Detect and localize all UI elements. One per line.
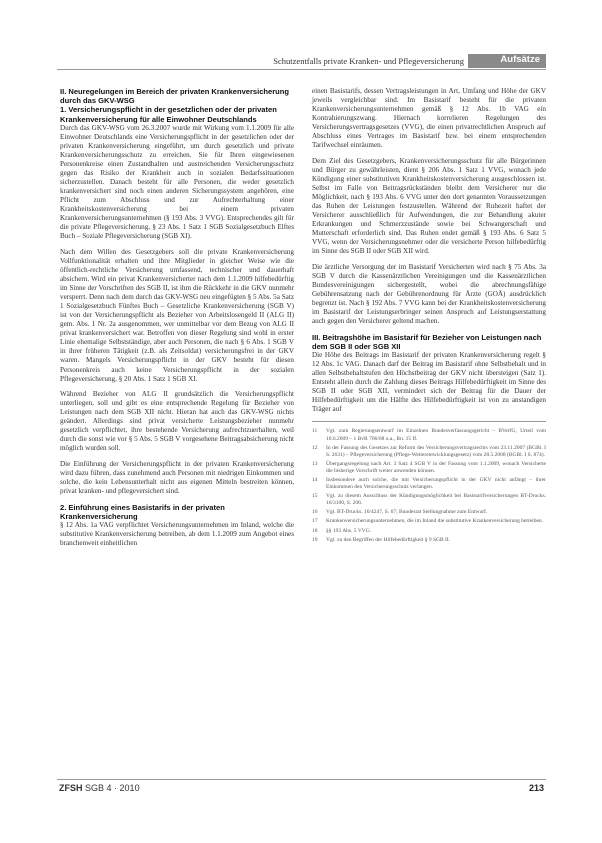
footnotes: [312, 421, 546, 543]
section-label: Aufsätze: [500, 54, 540, 65]
journal-footer: [59, 783, 140, 793]
journal-name: ZFSH: [59, 783, 83, 793]
footnote: [312, 428, 546, 442]
section-heading: II. Neuregelungen im Bereich der privaten Krankenversicherung durch das GKV-WSG: [60, 87, 289, 106]
body-paragraph: Die Einführung der Versicherungspflicht in der privaten Krankenversicherung wird dazu führen, dass zunehmend auch Personen mit niedrigen Einkommen und solche, die kein Lebensunterhalt nicht aus eigenen Mitteln bestreiten können, privat kranken- und pflegeversichert sind.: [60, 459, 294, 496]
footnote: [312, 461, 546, 475]
page-number: 213: [528, 783, 544, 793]
body-paragraph: Während Bezieher von ALG II grundsätzlich die Versicherungspflicht unterliegen, soll und gibt es eine entsprechende Regelung für Bezieher von Leistungen nach dem SGB XII nicht. Hieran hat auch das GKV-WSG nichts geändert. Allerdings sind privat versicherte Leistungsbezieher nunmehr gesetzlich verpflichtet, ihre bestehende Versicherung aufrechtzuerhalten, weil durch die sonst wie vor § 5 Abs. 5 SGB V vorgesehene Beitragsabsicherung nicht möglich wurden soll.: [60, 390, 294, 453]
footnote-number: 11: [312, 428, 318, 435]
body-paragraph: Die Höhe des Beitrags im Basistarif der privaten Krankenversicherung regelt § 12 Abs. 1c VAG. Danach darf der Beitrag im Basistarif ohne Selbstbehalt und in allen Selbstbehaltstufen den Höchstbeitrag der GKV nicht übersteigen (Satz 1). Entsteht allein durch die Zahlung dieses Beitrags Hilfebedürftigkeit im Sinne des SGB II oder SGB XII, vermindert sich der Beitrag für die Dauer der Hilfebedürftigkeit um die Hälfte des Hilfebedürftigkeit ist von zu anstandigen Träger auf: [312, 351, 546, 414]
footnote-text: §§ 193 Abs. 5 VVG.: [326, 527, 372, 534]
footnote: [312, 518, 546, 525]
section-heading: III. Beitragshöhe im Basistarif für Bezieher von Leistungen nach dem SGB II oder SGB XII: [312, 332, 542, 351]
footnote-text: Übergangsregelung nach Art. 3 Satz 4 SGB V in der Fassung vom 1.1.2009, wonach Versicherte die bisherige Vorschrift weiter anwenden können.: [326, 460, 546, 474]
footnote-text: Krankenversicherungsunternehmen, die im Inland die substitutive Krankenversicherung betreiben.: [326, 518, 544, 525]
journal-sub: SGB: [85, 783, 105, 793]
right-column: [312, 87, 546, 546]
footnote-number: 17: [312, 518, 318, 525]
footnote-text: Vgl. zu den Begriffen der Hilfebedürftigkeit § 9 SGB II.: [326, 536, 451, 543]
body-paragraph: § 12 Abs. 1a VAG verpflichtet Versicherungsunternehmen im Inland, welche die substitutive Krankenversicherung betreiben, ab dem 1.1.2009 zum Angebot eines branchenweit einheitlichen: [60, 521, 294, 548]
footnote: [312, 445, 546, 459]
footnote: [312, 509, 546, 516]
footnote-text: Insbesondere auch solche, die mit Versicherungspflicht in der GKV nicht anfängt – ihrer Einkommen den Versicherungsschutz verlangen.: [326, 476, 546, 491]
body-paragraph: Die ärztliche Versorgung der im Basistarif Versicherten wird nach § 75 Abs. 3a SGB V durch die Kassenärztlichen Vereinigungen und die Kassenärztlichen Bundesvereinigungen sichergestellt, wobei die abrechnungsfähige Gebührensatzung nach der Gebührenordnung für Ärzte (GOÄ) ausdrücklich begrenzt ist. Nach § 192 Abs. 7 VVG kann bei der Krankheitskostenversicherung im Basistarif der Leistungserbringer seinen Anspruch auf Leistungserstattung auch gegen den Versicherer geltend machen.: [312, 262, 546, 326]
footnote: [312, 493, 546, 507]
running-title: Schutzentfalls private Kranken- und Pflegeversicherung: [273, 56, 464, 66]
footnote-number: 18: [312, 527, 318, 534]
left-column: [60, 87, 294, 555]
footnote-number: 13: [312, 460, 318, 467]
footer-rule: [57, 779, 546, 780]
section-heading: 2. Einführung eines Basistarifs in der privaten Krankenversicherung: [60, 502, 225, 521]
footnote: [312, 477, 546, 491]
footnote-number: 19: [312, 536, 318, 543]
footnote-number: 16: [312, 509, 318, 516]
footnote-text: In der Fassung des Gesetzes zur Reform des Versicherungsvertragsrechts vom 23.11.2007 (BGBl. I S. 2631) – Pflegeversicherung (Pflege-Weiterentwicklungsgesetz) vom 28.5.2008 (BGBl. I S. 874).: [326, 444, 546, 458]
footnote-number: 15: [312, 493, 318, 500]
footnote-number: 14: [312, 476, 318, 483]
body-paragraph: einen Basistarifs, dessen Vertragsleistungen in Art, Umfang und Höhe der GKV jeweils vergleichbar sind. Im Basistarif besteht für die privaten Krankenversicherungsunternehmen gemäß § 12 Abs. 1b VAG ein Kontrahierungszwang. Hiernach korrelieren Regelungen des Versicherungsvertragsgesetzes (VVG), die einen privatrechtlichen Anspruch auf Abschluss eines Vertrages im Basistarif bzw. bei einem entsprechenden Tarifwechsel einräumen.: [312, 87, 546, 150]
body-paragraph: Durch das GKV-WSG vom 26.3.2007 wurde mit Wirkung vom 1.1.2009 für alle Einwohner Deutschlands eine Versicherungspflicht in der gesetzlichen oder der privaten Krankenversicherung eingeführt, um durch gesetzlich und private Krankenversicherungsschutz zu erreichen. Sie für Ihren eingewiesenen Personenkreise einen Zustandhalten und austreichenden Versicherungsschutz gegen das Risiko der Krankheit auch in sozialen Bedarfssituationen sicherzustellen. Danach besteht für alle Personen, die weder gesetzlich krankenversichert sind noch einen anderen Sicherungssystem angehören, eine Pflicht zum Abschluss und zur Aufrechterhaltung einer Krankheitskostenversicherung bei einem privaten Krankenversicherungsunternehmen (§ 193 Abs. 3 VVG). Entsprechendes gilt für die private Pflegeversicherung, § 23 Abs. 1 Satz 1 SGB Sozialgesetzbuch Elftes Buch – Soziale Pflegeversicherung (SGB XI).: [60, 123, 294, 241]
body-paragraph: Nach dem Willen des Gesetzgebers soll die private Krankenversicherung Vollfunktionalität erhalten und ihre Mitglieder in gleicher Weise wie die öffentlich-rechtliche Versicherung umfassend, technischer und dauerhaft absichern. Wird ein privat Krankenversicherter nach dem 1.1.2009 hilfebedürftig im Sinne der Vorschriften des SGB II, ist ihm die Rückkehr in die GKV nunmehr versperrt. Denn nach dem durch das GKV-WSG neu eingefügten § 5 Abs. 5a Satz 1 Sozialgesetzbuch Fünftes Buch – Gesetzliche Krankenversicherung (SGB V) ist von der Versicherungspflicht als Bezieher von Arbeitslosengeld II (ALG II) gem. Abs. 1 Nr. 2a ausgenommen, wer unmittelbar vor dem Bezug von ALG II privat krankenversichert war. Betroffen von dieser Regelung sind wohl in erster Linie ehemalige Selbstständige, aber auch Personen, die nach § 6 Abs. 1 SGB V in ihrer früheren Tätigkeit (z.B. als Zeitsoldat) versicherungsfrei in der GKV waren. Mangels Versicherungspflicht in der GKV besteht für diesen Personenkreis auch keine Versicherungspflicht in der sozialen Pflegeversicherung, § 20 Abs. 1 Satz 1 SGB XI.: [60, 247, 294, 383]
footnote-text: Vgl. zum Regierungsentwurf im Einzelnen Bundesverfassungsgericht – BVerfG, Urteil vom 10.6.2009 – 1 BvR 706/08 u.a., Rn. 15 ff.: [326, 428, 546, 442]
footnote: [312, 537, 546, 544]
footnote: [312, 528, 546, 535]
body-paragraph: Dem Ziel des Gesetzgebers, Krankenversicherungsschutz für alle Bürgerinnen und Bürger zu gewährleisten, dient § 206 Abs. 1 Satz 1 VVG, wonach jede Kündigung einer substitutiven Krankheitskostenversicherung ausgeschlossen ist. Selbst im Falle von Beitragsrückständen bleibt dem Versicherer nur die Möglichkeit, nach § 193 Abs. 6 VVG unter den dort genannten Voraussetzungen das Ruhen der Leistungen festzustellen. Während der Ruhezeit haftet der Versicherer ausschließlich für Aufwendungen, die zur Behandlung akuter Erkrankungen und Schmerzzustände sowie bei Schwangerschaft und Mutterschaft erforderlich sind. Das Ruhen endet gemäß § 193 Abs. 6 Satz 5 VVG, wenn der Versicherungsnehmer oder die versicherte Person hilfebedürftig im Sinne des SGB II oder SGB XII wird.: [312, 156, 546, 256]
footnote-text: Vgl. zu diesem Ausschluss der Kündigungsmöglichkeit bei Basistarifversicherungen BT-Drucks. 16/3100, S. 206.: [326, 493, 546, 507]
running-header: [57, 55, 546, 70]
section-heading: 1. Versicherungspflicht in der gesetzlichen oder der privaten Krankenversicherung für alle Einwohner Deutschlands: [60, 105, 277, 124]
footnote-text: Vgl. BT-Drucks. 16/4247, S. 67; Bundesrat Stellungnahme zum Entwurf.: [326, 509, 488, 516]
section-tab: [468, 54, 546, 68]
footnote-number: 12: [312, 444, 318, 451]
journal-issue: 4 · 2010: [106, 783, 140, 793]
